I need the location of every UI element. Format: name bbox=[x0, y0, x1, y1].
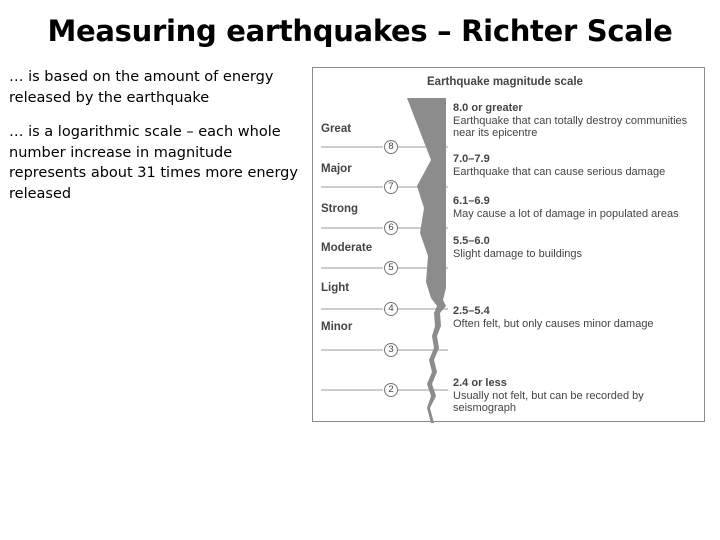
tick-7: 7 bbox=[384, 180, 398, 194]
tick-5: 5 bbox=[384, 261, 398, 275]
tick-6: 6 bbox=[384, 221, 398, 235]
tick-3: 3 bbox=[384, 343, 398, 357]
desc-text: May cause a lot of damage in populated areas bbox=[453, 207, 679, 220]
desc-text: Slight damage to buildings bbox=[453, 247, 583, 260]
desc-strong bbox=[453, 195, 698, 220]
level-strong: Strong bbox=[321, 203, 359, 215]
desc-great bbox=[453, 102, 693, 140]
desc-text: Earthquake that can cause serious damage bbox=[453, 165, 666, 178]
tick-2: 2 bbox=[384, 383, 398, 397]
tick-8: 8 bbox=[384, 140, 398, 154]
desc-range: 6.1–6.9 bbox=[453, 195, 490, 207]
bullet-list bbox=[9, 67, 307, 218]
level-great: Great bbox=[321, 123, 352, 135]
desc-range: 2.5–5.4 bbox=[453, 305, 490, 317]
desc-range: 8.0 or greater bbox=[453, 102, 523, 114]
tick-4: 4 bbox=[384, 302, 398, 316]
desc-range: 5.5–6.0 bbox=[453, 235, 490, 247]
figure-title: Earthquake magnitude scale bbox=[427, 76, 583, 88]
desc-moderate bbox=[453, 235, 698, 260]
bullet-energy: … is based on the amount of energy released by the earthquake bbox=[9, 69, 274, 106]
desc-range: 7.0–7.9 bbox=[453, 153, 490, 165]
desc-text: Earthquake that can totally destroy communities near its epicentre bbox=[453, 114, 688, 139]
level-moderate: Moderate bbox=[321, 242, 373, 254]
magnitude-scale-figure bbox=[312, 67, 705, 422]
desc-light bbox=[453, 305, 698, 330]
level-minor: Minor bbox=[321, 321, 353, 333]
desc-text: Usually not felt, but can be recorded by seismograph bbox=[453, 389, 644, 414]
desc-minor bbox=[453, 377, 683, 415]
level-light: Light bbox=[321, 282, 350, 294]
level-major: Major bbox=[321, 163, 352, 175]
desc-range: 2.4 or less bbox=[453, 377, 507, 389]
slide-title: Measuring earthquakes – Richter Scale bbox=[47, 14, 673, 48]
desc-major bbox=[453, 153, 698, 178]
bullet-logarithmic: … is a logarithmic scale – each whole number increase in magnitude represents about 31 times more energy released bbox=[9, 124, 298, 202]
desc-text: Often felt, but only causes minor damage bbox=[453, 317, 654, 330]
